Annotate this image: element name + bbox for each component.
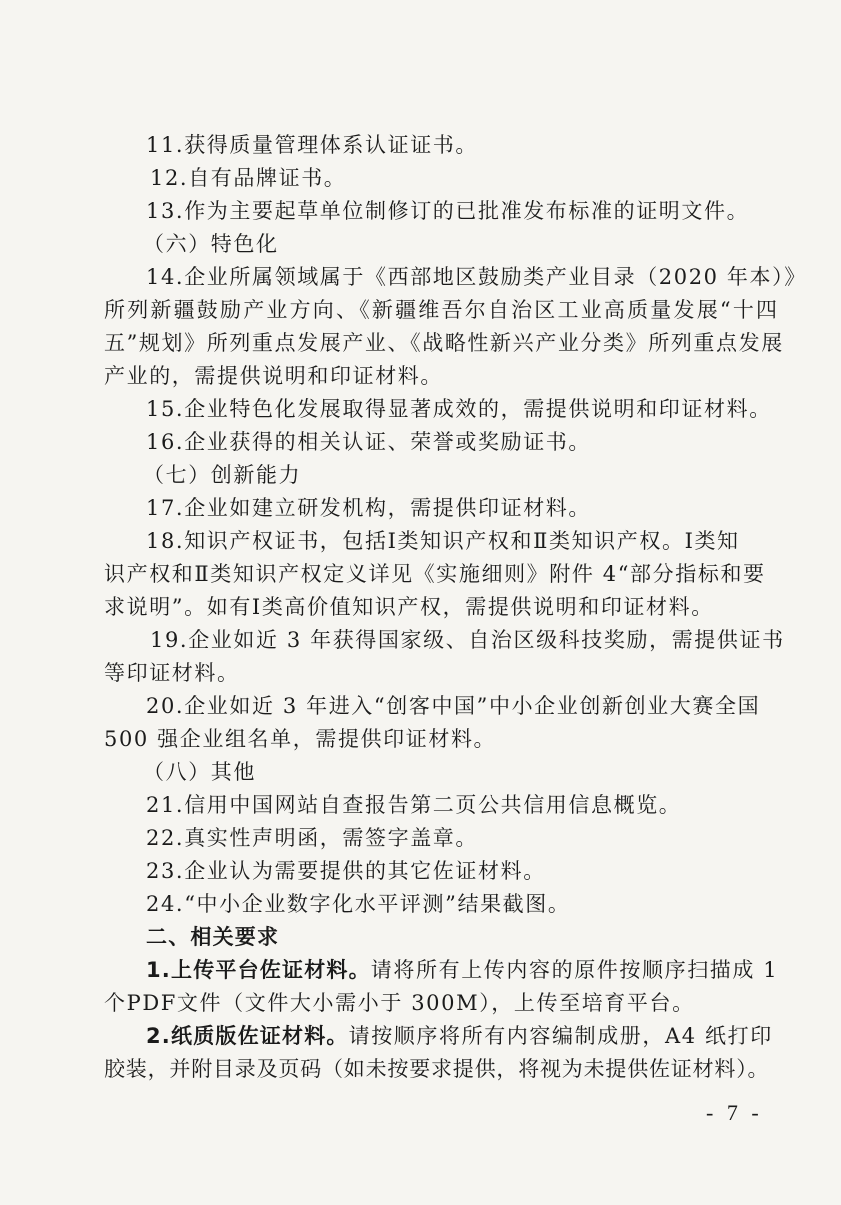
item-18-line-2: 识产权和Ⅱ类知识产权定义详见《实施细则》附件 4“部分指标和要 — [104, 562, 766, 586]
requirement-2-lead: 2.纸质版佐证材料。 — [146, 1024, 349, 1048]
requirement-1-lead: 1.上传平台佐证材料。 — [146, 958, 371, 982]
item-21: 21.信用中国网站自查报告第二页公共信用信息概览。 — [146, 793, 682, 817]
item-11: 11.获得质量管理体系认证证书。 — [146, 133, 478, 157]
section-six-heading: （六）特色化 — [143, 232, 279, 256]
item-19-line-1: 19.企业如近 3 年获得国家级、自治区级科技奖励，需提供证书 — [150, 628, 785, 652]
item-14-line-1: 14.企业所属领域属于《西部地区鼓励类产业目录（2020 年本）》 — [146, 265, 807, 289]
requirement-1-line-1 — [146, 955, 778, 985]
item-17: 17.企业如建立研发机构，需提供印证材料。 — [146, 496, 591, 520]
page-number: - 7 - — [706, 1100, 763, 1125]
item-24: 24.“中小企业数字化水平评测”结果截图。 — [146, 892, 571, 916]
item-18-line-1: 18.知识产权证书，包括Ⅰ类知识产权和Ⅱ类知识产权。Ⅰ类知 — [146, 529, 740, 553]
requirement-2-text: 请按顺序将所有内容编制成册，A4 纸打印 — [348, 1024, 773, 1048]
section-two-heading: 二、相关要求 — [146, 925, 280, 949]
item-14-line-2: 所列新疆鼓励产业方向、《新疆维吾尔自治区工业高质量发展“十四 — [104, 298, 780, 322]
item-20-line-1: 20.企业如近 3 年进入“创客中国”中小企业创新创业大赛全国 — [146, 694, 761, 718]
section-seven-heading: （七）创新能力 — [143, 463, 302, 487]
item-23: 23.企业认为需要提供的其它佐证材料。 — [146, 859, 546, 883]
item-12: 12.自有品牌证书。 — [150, 166, 347, 190]
item-13: 13.作为主要起草单位制修订的已批准发布标准的证明文件。 — [146, 199, 750, 223]
item-16: 16.企业获得的相关认证、荣誉或奖励证书。 — [146, 430, 591, 454]
item-15: 15.企业特色化发展取得显著成效的，需提供说明和印证材料。 — [146, 397, 772, 421]
section-eight-heading: （八）其他 — [143, 760, 256, 784]
requirement-2-line-2: 胶装，并附目录及页码（如未按要求提供，将视为未提供佐证材料）。 — [104, 1057, 770, 1081]
requirement-1-line-2: 个PDF文件（文件大小需小于 300M），上传至培育平台。 — [104, 991, 695, 1015]
requirement-1-text: 请将所有上传内容的原件按顺序扫描成 1 — [370, 958, 779, 982]
item-20-line-2: 500 强企业组名单，需提供印证材料。 — [104, 727, 497, 751]
requirement-2-line-1 — [146, 1021, 773, 1051]
item-18-line-3: 求说明”。如有Ⅰ类高价值知识产权，需提供说明和印证材料。 — [104, 595, 714, 619]
item-14-line-3: 五”规划》所列重点发展产业、《战略性新兴产业分类》所列重点发展 — [104, 331, 784, 355]
item-19-line-2: 等印证材料。 — [104, 661, 240, 685]
item-14-line-4: 产业的，需提供说明和印证材料。 — [104, 364, 443, 388]
item-22: 22.真实性声明函，需签字盖章。 — [146, 826, 478, 850]
